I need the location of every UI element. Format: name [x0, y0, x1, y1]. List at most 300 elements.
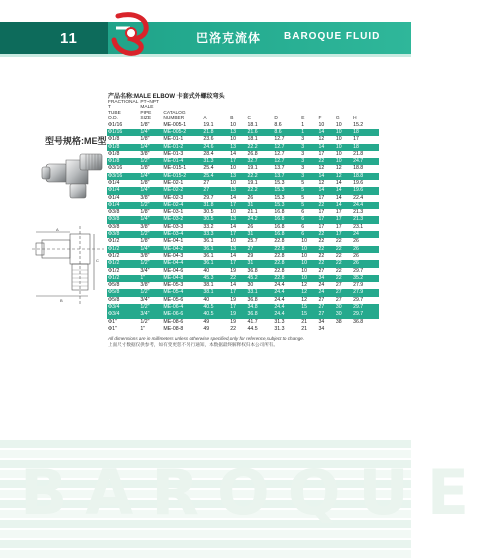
table-cell: 22 [318, 252, 325, 259]
table-cell: ME-01-2 [163, 143, 184, 150]
table-cell: 15 [301, 304, 308, 311]
table-cell: 29 [247, 252, 254, 259]
table-cell: 12 [335, 165, 342, 172]
table-cell: 34 [318, 325, 325, 332]
table-row [107, 224, 379, 231]
table-cell: 13.7 [274, 172, 285, 179]
table-cell: 26 [247, 194, 254, 201]
table-cell: 17 [318, 223, 325, 230]
table-cell: 45.2 [247, 274, 258, 281]
table-cell: 23.6 [203, 136, 214, 143]
header-dim-b: B [230, 116, 234, 122]
table-cell: 6 [301, 231, 305, 238]
table-cell: 36.8 [247, 296, 258, 303]
table-cell: 1/4" [140, 216, 150, 223]
table-cell: 24 [318, 282, 325, 289]
table-cell: 29.7 [353, 267, 364, 274]
header-dim-c: C [247, 116, 251, 122]
table-cell: 14 [335, 194, 342, 201]
table-row [107, 122, 379, 129]
table-cell: 3 [301, 158, 305, 165]
table-row [107, 216, 379, 223]
table-cell: 13.7 [274, 165, 285, 172]
table-cell: ME-03-1 [163, 209, 184, 216]
table-cell: Φ1/2 [108, 260, 120, 267]
table-cell: 34.8 [247, 304, 258, 311]
table-cell: ME-08-8 [163, 325, 184, 332]
table-cell: 12 [301, 296, 308, 303]
table-cell: 30 [335, 311, 342, 318]
table-cell: 1/8" [140, 165, 150, 172]
table-cell: 36.8 [247, 267, 258, 274]
table-cell: 10 [301, 238, 308, 245]
table-cell: 27 [335, 289, 342, 296]
table-cell: 1/8" [140, 136, 150, 143]
table-cell: 22.8 [274, 238, 285, 245]
footnote-en: All dimensions are in millimeters unless otherwise specified,only for reference,subject to change. [108, 336, 305, 341]
table-cell: 17 [318, 216, 325, 223]
table-cell: ME-01-1 [163, 136, 184, 143]
table-cell: 34 [318, 274, 325, 281]
table-cell: 21.3 [353, 209, 364, 216]
table-cell: 21 [301, 325, 308, 332]
table-cell: 22 [335, 238, 342, 245]
table-cell: 13 [230, 245, 237, 252]
footnote-cn: 上面尺寸数据仅供参考，如有变更恕不另行通知，本数据最终解释权归本公司所有。 [108, 342, 278, 347]
male-elbow-fitting-image [40, 150, 110, 205]
table-cell: 12.7 [274, 150, 285, 157]
table-cell: 27 [335, 282, 342, 289]
table-cell: 1" [140, 325, 146, 332]
table-cell: Φ5/8 [108, 282, 120, 289]
table-cell: ME-02-4 [163, 201, 184, 208]
table-cell: Φ1/8 [108, 143, 120, 150]
table-cell: 49 [203, 318, 210, 325]
table-cell: Φ3/8 [108, 231, 120, 238]
table-cell: 36.8 [353, 318, 364, 325]
table-cell: Φ1/4 [108, 201, 120, 208]
table-cell: Φ3/16 [108, 165, 123, 172]
table-cell: 12 [318, 180, 325, 186]
table-cell: 10 [230, 136, 237, 143]
table-cell: 21.8 [203, 128, 214, 135]
table-cell: 14 [318, 187, 325, 194]
table-cell: 22.4 [353, 194, 364, 201]
table-cell: 1 [301, 121, 305, 128]
table-cell: 17 [230, 260, 237, 267]
table-cell: 36.1 [203, 252, 214, 259]
table-cell: ME-01-4 [163, 158, 184, 165]
table-cell: 12 [318, 136, 325, 143]
table-cell: 19.6 [353, 187, 364, 194]
table-cell: Φ3/8 [108, 209, 120, 216]
table-cell: 31.3 [203, 158, 214, 165]
table-cell: 29.7 [353, 296, 364, 303]
table-cell: 13 [230, 216, 237, 223]
table-cell: ME-05-4 [163, 289, 184, 296]
table-cell: 34 [318, 318, 325, 325]
table-row [107, 253, 379, 260]
table-cell: Φ1" [108, 325, 117, 332]
svg-text:C: C [96, 258, 99, 263]
table-cell: 14 [230, 252, 237, 259]
table-cell: 17 [335, 216, 342, 223]
header-dim-g: G [335, 116, 340, 122]
table-cell: 3/8" [140, 282, 150, 289]
table-row [107, 136, 379, 143]
dimension-table [107, 100, 379, 333]
watermark-stripe [0, 440, 411, 448]
svg-text:A: A [56, 227, 59, 232]
table-cell: ME-005-2 [163, 128, 187, 135]
table-cell: Φ1/2 [108, 267, 120, 274]
table-cell: 35.2 [353, 274, 364, 281]
table-cell: 3 [301, 150, 305, 157]
table-cell: ME-08-6 [163, 318, 184, 325]
table-cell: ME-03-2 [163, 216, 184, 223]
table-cell: 22 [318, 260, 325, 267]
table-cell: 17 [335, 223, 342, 230]
table-cell: 17 [230, 231, 237, 238]
table-cell: Φ1" [108, 318, 117, 325]
table-cell [335, 326, 352, 333]
table-row [107, 144, 379, 151]
table-cell: 21.8 [353, 150, 364, 157]
table-cell: 16.8 [274, 231, 285, 238]
table-cell: 24.6 [203, 143, 214, 150]
table-cell: 10 [318, 121, 325, 128]
table-cell: 17 [335, 209, 342, 216]
table-cell: 3 [301, 143, 305, 150]
table-cell: 31.3 [274, 318, 285, 325]
table-cell: 24.4 [274, 282, 285, 289]
table-cell: 49 [203, 325, 210, 332]
table-cell: 5 [301, 201, 305, 208]
watermark-stripe [0, 530, 411, 538]
table-cell: 36.1 [203, 260, 214, 267]
table-cell: 26.8 [247, 150, 258, 157]
table-cell: 1/2" [140, 158, 150, 165]
table-cell: 31.8 [203, 201, 214, 208]
table-cell: 22.8 [274, 260, 285, 267]
table-cell: 22 [230, 274, 237, 281]
table-cell: 40 [203, 296, 210, 303]
table-cell: 14 [230, 194, 237, 201]
header-catalog-number: CATALOG NUMBER [163, 110, 186, 122]
table-cell: ME-015-1 [163, 165, 187, 172]
table-cell: 22 [318, 238, 325, 245]
table-cell: 10 [301, 245, 308, 252]
table-header-row [107, 100, 379, 122]
table-cell: 6 [301, 209, 305, 216]
table-cell: 45.3 [203, 274, 214, 281]
table-cell: Φ1/4 [108, 194, 120, 201]
table-cell: 18.1 [247, 136, 258, 143]
table-cell: 27 [318, 311, 325, 318]
table-cell: 5 [301, 194, 305, 201]
table-cell: 17 [230, 201, 237, 208]
table-cell: 27 [318, 267, 325, 274]
table-cell: 19.6 [353, 180, 364, 186]
table-row [107, 304, 379, 311]
table-cell: 18.8 [353, 165, 364, 172]
table-cell: 3 [301, 136, 305, 143]
table-cell: 33.1 [247, 289, 258, 296]
table-cell: 17 [230, 304, 237, 311]
table-cell: 27.9 [353, 282, 364, 289]
table-row [107, 326, 379, 333]
table-cell: ME-04-3 [163, 252, 184, 259]
table-row [107, 158, 379, 165]
header-top [0, 0, 411, 22]
table-row [107, 209, 379, 216]
table-cell: Φ1/16 [108, 128, 123, 135]
table-cell: 10 [335, 158, 342, 165]
table-cell: 15 [301, 311, 308, 318]
table-cell: 1 [301, 128, 305, 135]
table-cell: 12 [335, 172, 342, 179]
header-dim-d: D [274, 116, 278, 122]
table-cell: 38 [335, 318, 342, 325]
table-cell: Φ1/2 [108, 274, 120, 281]
table-row [107, 238, 379, 245]
table-cell: 14 [335, 180, 342, 186]
table-cell: 3/4" [140, 311, 150, 318]
table-cell: 12.7 [274, 143, 285, 150]
table-cell: 1/2" [140, 231, 150, 238]
table-cell: 24.2 [247, 216, 258, 223]
table-cell: Φ1/8 [108, 136, 120, 143]
table-cell: 14 [230, 223, 237, 230]
table-cell: 15.2 [353, 121, 364, 128]
table-cell: 21.3 [353, 216, 364, 223]
table-cell: 21.6 [247, 128, 258, 135]
table-cell: 10 [301, 260, 308, 267]
table-cell: 24.4 [274, 304, 285, 311]
table-cell: 16.8 [274, 223, 285, 230]
table-cell: 22 [335, 267, 342, 274]
table-cell: 19.1 [203, 121, 214, 128]
table-cell: 27.9 [353, 289, 364, 296]
table-cell: 22 [318, 201, 325, 208]
table-cell: ME-02-2 [163, 187, 184, 194]
table-cell: 17 [335, 231, 342, 238]
table-cell: 18 [353, 143, 359, 150]
table-cell: 27 [318, 296, 325, 303]
table-cell: Φ3/8 [108, 223, 120, 230]
table-cell: 1/8" [140, 209, 150, 216]
table-row [107, 129, 379, 136]
table-cell: 33.3 [203, 231, 214, 238]
baroque-logo-icon [108, 10, 154, 56]
table-cell: ME-06-6 [163, 311, 184, 318]
page-header [0, 0, 411, 62]
table-cell: 27 [203, 180, 210, 186]
header-dim-f: F [318, 116, 322, 122]
table-cell: 12 [301, 289, 308, 296]
table-cell: 36.1 [203, 238, 214, 245]
table-body [107, 122, 379, 334]
table-cell: ME-04-8 [163, 274, 184, 281]
table-cell: 17 [230, 289, 237, 296]
table-row [107, 319, 379, 326]
table-cell: 44.5 [247, 325, 258, 332]
table-row [107, 268, 379, 275]
table-cell: ME-04-4 [163, 260, 184, 267]
table-cell: 31 [247, 201, 254, 208]
table-cell: 22 [318, 158, 325, 165]
table-cell: 27 [203, 187, 210, 194]
product-title: 产品名称:MALE ELBOW 卡套式外螺纹弯头 [108, 94, 225, 100]
table-cell: 22 [318, 231, 325, 238]
table-cell: 14 [335, 187, 342, 194]
table-cell: 30 [335, 304, 342, 311]
table-cell: 12.7 [274, 158, 285, 165]
table-row [107, 311, 379, 318]
table-cell: 14 [318, 143, 325, 150]
table-cell: 10 [230, 209, 237, 216]
table-cell: 19.1 [247, 180, 258, 186]
table-cell: 5 [301, 187, 305, 194]
table-row [107, 297, 379, 304]
table-cell: 14 [230, 282, 237, 289]
table-cell: Φ1/8 [108, 150, 120, 157]
table-cell: 25.7 [247, 238, 258, 245]
table-cell: 10 [335, 150, 342, 157]
page-number: 11 [60, 30, 78, 47]
table-cell: 15.3 [274, 180, 285, 186]
table-row [107, 202, 379, 209]
table-cell: 30 [247, 282, 254, 289]
header-page-tab [0, 22, 108, 54]
table-cell: 33.2 [203, 223, 214, 230]
table-cell: 13 [230, 143, 237, 150]
table-row [107, 165, 379, 172]
table-cell: Φ1/16 [108, 121, 123, 128]
table-row [107, 173, 379, 180]
table-cell: Φ3/4 [108, 304, 120, 311]
table-cell: 12 [301, 282, 308, 289]
table-cell: ME-06-4 [163, 304, 184, 311]
table-cell: 22.2 [247, 187, 258, 194]
table-cell: 1" [140, 274, 146, 281]
svg-text:B: B [60, 298, 63, 303]
table-cell: 3/8" [140, 252, 150, 259]
table-cell: ME-05-6 [163, 296, 184, 303]
table-cell: 8.6 [274, 121, 282, 128]
table-cell: 3/4" [140, 267, 150, 274]
table-cell: 19.1 [247, 165, 258, 172]
table-cell: 22.8 [274, 274, 285, 281]
table-cell: 14 [318, 128, 325, 135]
table-row [107, 231, 379, 238]
table-cell: ME-02-3 [163, 194, 184, 201]
table-row [107, 282, 379, 289]
table-cell: 3 [301, 165, 305, 172]
table-cell: 12.7 [274, 136, 285, 143]
table-cell: 23.1 [353, 223, 364, 230]
table-cell: 10 [301, 267, 308, 274]
table-cell: 13 [230, 187, 237, 194]
table-cell: Φ1/8 [108, 158, 120, 165]
table-cell: 1/8" [140, 238, 150, 245]
table-cell: 22 [230, 325, 237, 332]
table-cell: 1/8" [140, 180, 150, 186]
table-cell: ME-03-3 [163, 223, 184, 230]
table-cell: 28.4 [203, 150, 214, 157]
table-cell: 3/8" [140, 194, 150, 201]
table-cell: Φ3/8 [108, 216, 120, 223]
table-cell: 10 [230, 165, 237, 172]
table-cell: 1/4" [140, 245, 150, 252]
table-cell: 10 [335, 136, 342, 143]
table-cell: Φ3/16 [108, 172, 123, 179]
table-cell: 38.1 [203, 282, 214, 289]
watermark-stripe [0, 540, 411, 548]
table-cell: 38.1 [203, 289, 214, 296]
table-cell: 22.2 [247, 172, 258, 179]
table-row [107, 246, 379, 253]
table-cell: ME-005-1 [163, 121, 187, 128]
header-dim-a: A [203, 116, 207, 122]
table-cell: 18.1 [247, 121, 258, 128]
table-cell: ME-015-2 [163, 172, 187, 179]
table-cell: 17 [230, 158, 237, 165]
table-cell: 40.5 [203, 311, 214, 318]
table-cell: 24 [353, 231, 359, 238]
table-cell: 10 [301, 252, 308, 259]
table-cell: 24.4 [353, 201, 364, 208]
table-cell: 10 [230, 180, 237, 186]
table-cell: 3 [301, 172, 305, 179]
watermark-text: BAROQUE [20, 456, 487, 529]
table-cell: 31 [247, 260, 254, 267]
table-cell: 31 [247, 231, 254, 238]
table-cell: 22 [318, 245, 325, 252]
table-cell: 1/2" [140, 260, 150, 267]
table-cell: 17 [353, 136, 359, 143]
table-cell: 1/2" [140, 201, 150, 208]
table-cell: 1/4" [140, 187, 150, 194]
model-label: 型号规格:ME型 [45, 136, 107, 146]
table-cell: Φ1/2 [108, 252, 120, 259]
table-cell: 24 [318, 289, 325, 296]
table-row [107, 151, 379, 158]
table-cell: ME-02-1 [163, 180, 184, 186]
table-cell: 29.7 [203, 194, 214, 201]
table-cell: 17 [318, 150, 325, 157]
table-cell: 3/4" [140, 296, 150, 303]
table-cell: 27 [247, 245, 254, 252]
table-cell: 6 [301, 216, 305, 223]
table-cell: 26 [353, 245, 359, 252]
table-cell: 22 [335, 252, 342, 259]
table-cell: Φ1/4 [108, 187, 120, 194]
table-cell: 1/2" [140, 318, 150, 325]
table-cell: ME-04-6 [163, 267, 184, 274]
table-cell: 15.3 [274, 201, 285, 208]
table-cell: 19 [230, 311, 237, 318]
table-cell: Φ1/2 [108, 245, 120, 252]
table-cell: 25.4 [203, 172, 214, 179]
table-cell: 18 [353, 128, 359, 135]
table-cell: 13 [230, 172, 237, 179]
table-cell: 10 [230, 238, 237, 245]
table-cell: 27 [318, 304, 325, 311]
table-cell: ME-04-1 [163, 238, 184, 245]
table-cell: Φ1/2 [108, 238, 120, 245]
table-cell: Φ1/4 [108, 180, 120, 186]
